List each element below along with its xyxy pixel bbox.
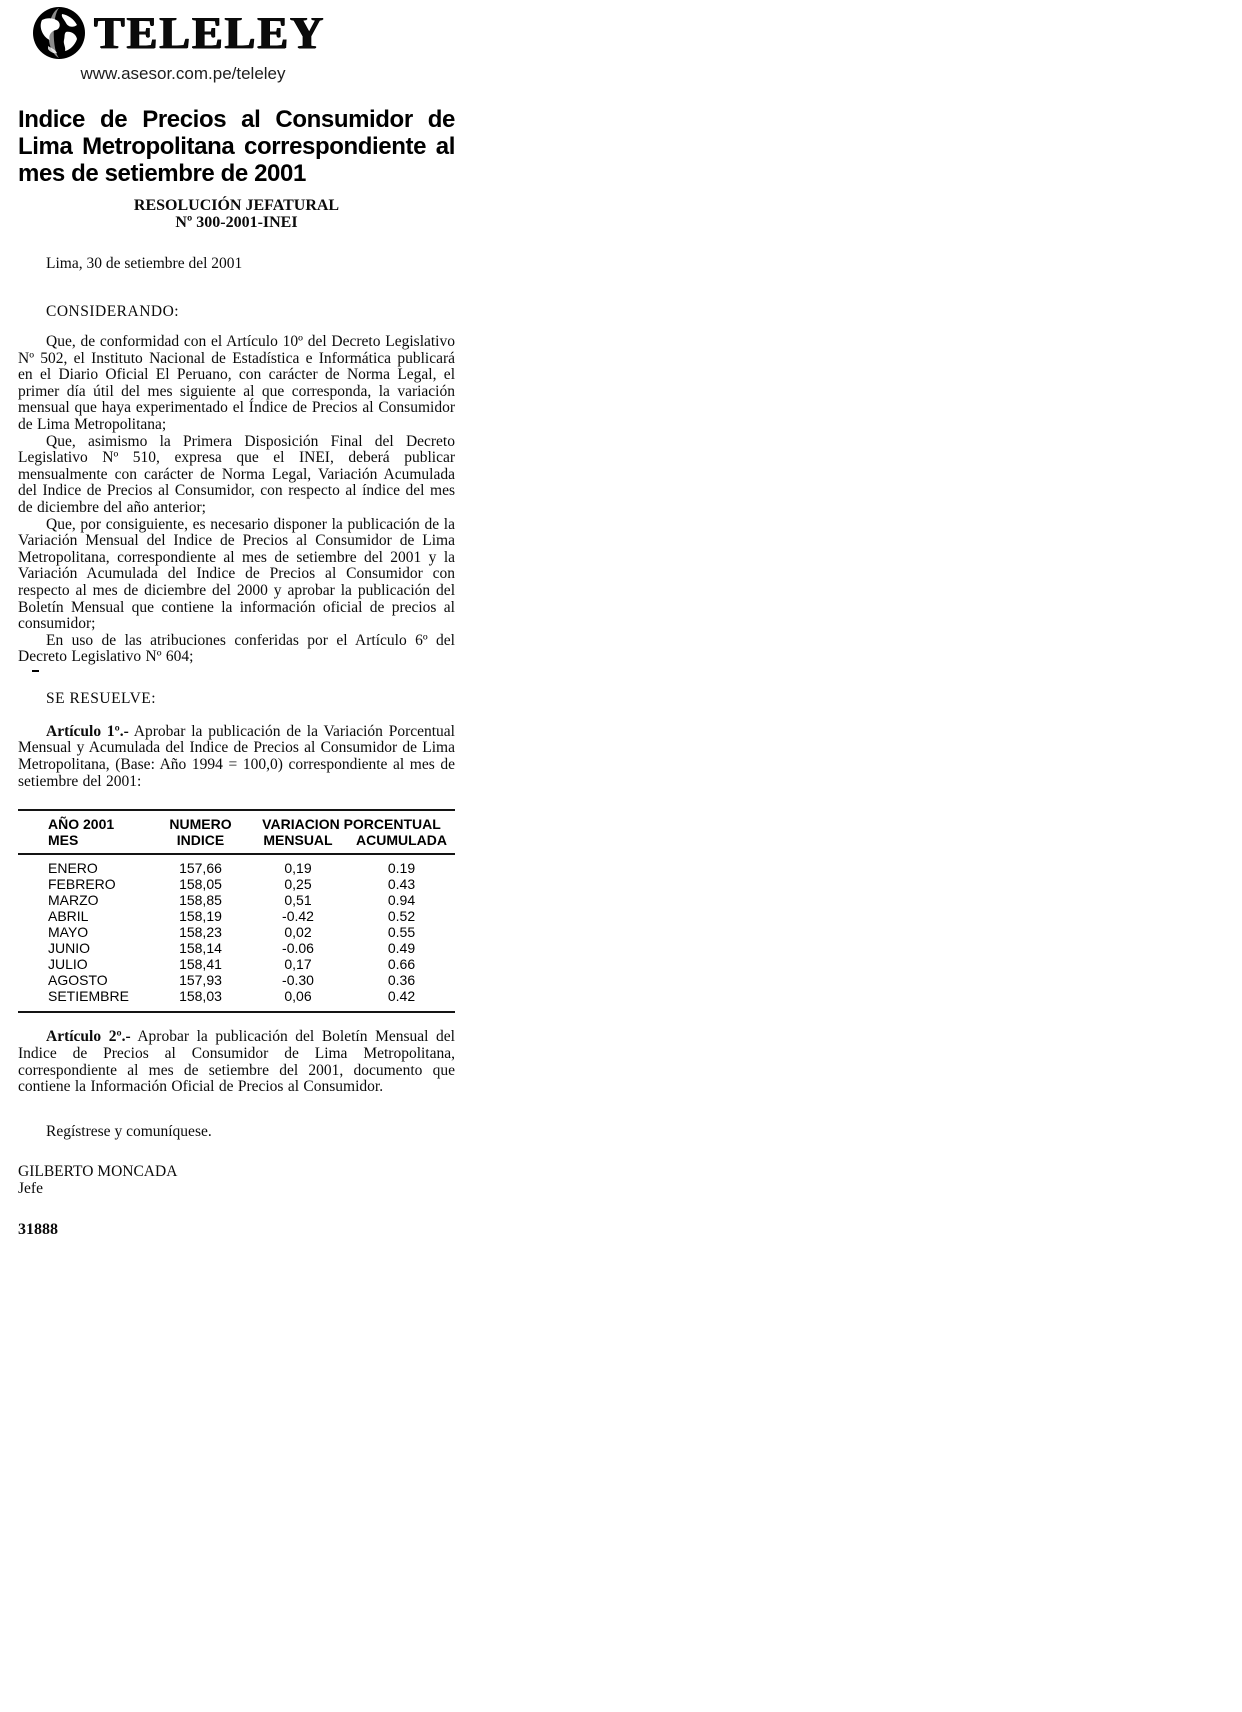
paragraph-2: Que, asimismo la Primera Disposición Final del Decreto Legislativo Nº 510, expresa que el INEI, deberá publicar mensualmente con carácter de Norma Legal, Variación Acumulada del Indice de Precios al Consumidor, con respecto al índice del mes de diciembre del año anterior; <box>18 432 455 516</box>
resolution-type: RESOLUCIÓN JEFATURAL <box>133 197 340 214</box>
table-row <box>18 941 455 957</box>
articulo-2-text: Aprobar la publicación del Boletín Mensual del Indice de Precios al Consumidor de Lima Metropolitana, correspondiente al mes de setiembre del 2001, documento que contiene la Información Oficial de Precios al Consumidor. <box>18 1028 455 1096</box>
registrese-line: Regístrese y comuníquese. <box>46 1122 212 1140</box>
table-row <box>18 989 455 1013</box>
header-indice: INDICE <box>153 833 248 855</box>
articulo-2 <box>18 1029 455 1095</box>
scan-artifact-mark <box>32 670 39 672</box>
cell-mes: SETIEMBRE <box>48 987 129 1004</box>
cell-mensual: -0.42 <box>282 907 314 924</box>
cell-acumulada: 0.42 <box>387 987 416 1004</box>
cell-indice: 158,23 <box>179 923 222 940</box>
articulo-1-label: Artículo 1º.- <box>46 722 129 740</box>
cell-indice: 158,03 <box>179 987 222 1004</box>
articulo-2-label: Artículo 2º.- <box>46 1028 131 1046</box>
table-row <box>18 909 455 925</box>
cell-mensual: 0,17 <box>284 955 312 972</box>
cell-mes: FEBRERO <box>48 876 116 893</box>
ipc-table <box>18 809 455 1013</box>
document-page <box>18 0 455 1239</box>
cell-acumulada: 0.43 <box>387 876 416 893</box>
ipc-table-header <box>18 810 455 854</box>
table-row <box>18 854 455 877</box>
cell-acumulada: 0.55 <box>387 923 416 940</box>
signer-title: Jefe <box>18 1179 43 1197</box>
document-code: 31888 <box>18 1220 58 1238</box>
resolution-heading <box>18 197 455 231</box>
signature-block <box>18 1163 455 1197</box>
website-url: www.asesor.com.pe/teleley <box>80 64 286 83</box>
cell-mes: ABRIL <box>48 907 89 924</box>
document-title <box>18 106 455 187</box>
paragraph-1: Que, de conformidad con el Artículo 10º del Decreto Legislativo Nº 502, el Instituto Nacional de Estadística e Informática publicará en el Diario Oficial El Peruano, con carácter de Norma Legal, el primer día útil del mes siguiente al que corresponda, la variación mensual que haya experimentado el Índice de Precios al Consumidor de Lima Metropolitana; <box>18 333 455 433</box>
cell-acumulada: 0.94 <box>387 892 416 909</box>
globe-icon <box>32 6 86 60</box>
header-variacion-porcentual: VARIACION PORCENTUAL <box>262 816 441 833</box>
table-row <box>18 925 455 941</box>
title-line-2: Lima Metropolitana correspondiente al <box>18 133 455 160</box>
cell-mes: MARZO <box>48 892 99 909</box>
table-row <box>18 973 455 989</box>
cell-mes: JULIO <box>48 955 88 972</box>
cell-acumulada: 0.36 <box>387 971 416 988</box>
signer-name: GILBERTO MONCADA <box>18 1162 178 1180</box>
masthead <box>32 4 455 62</box>
cell-indice: 158,41 <box>179 955 222 972</box>
cell-indice: 157,66 <box>179 860 222 877</box>
resolution-number: Nº 300-2001-INEI <box>175 214 298 231</box>
cell-acumulada: 0.66 <box>387 955 416 972</box>
table-row <box>18 893 455 909</box>
cell-mensual: 0,19 <box>284 860 312 877</box>
header-mes: MES <box>18 833 153 855</box>
cell-indice: 158,85 <box>179 892 222 909</box>
cell-indice: 158,19 <box>179 907 222 924</box>
cell-mensual: 0,06 <box>284 987 312 1004</box>
header-acumulada: ACUMULADA <box>348 833 455 855</box>
cell-mes: MAYO <box>48 923 89 940</box>
se-resuelve-label: SE RESUELVE: <box>46 689 157 707</box>
paragraph-4: En uso de las atribuciones conferidas por el Artículo 6º del Decreto Legislativo Nº 604; <box>18 631 455 666</box>
articulo-1 <box>18 724 455 790</box>
title-line-1: Indice de Precios al Consumidor de <box>18 106 455 133</box>
header-mensual: MENSUAL <box>248 833 348 855</box>
table-row <box>18 957 455 973</box>
considerando-label: CONSIDERANDO: <box>46 303 180 320</box>
dateline: Lima, 30 de setiembre del 2001 <box>46 255 243 272</box>
cell-mensual: -0.06 <box>282 939 314 956</box>
cell-mensual: -0.30 <box>282 971 314 988</box>
cell-mes: ENERO <box>48 860 98 877</box>
cell-mes: AGOSTO <box>48 971 108 988</box>
cell-acumulada: 0.52 <box>387 907 416 924</box>
cell-acumulada: 0.49 <box>387 939 416 956</box>
cell-mensual: 0,02 <box>284 923 312 940</box>
cell-mensual: 0,51 <box>284 892 312 909</box>
cell-indice: 157,93 <box>179 971 222 988</box>
header-numero: NUMERO <box>169 816 232 833</box>
title-line-3: mes de setiembre de 2001 <box>18 160 306 187</box>
paragraph-3: Que, por consiguiente, es necesario disponer la publicación de la Variación Mensual del Indice de Precios al Consumidor de Lima Metropolitana, correspondiente al mes de setiembre del 2001 y la Variación Acumulada del Indice de Precios al Consumidor con respecto al mes de diciembre del 2000 y aprobar la publicación del Boletín Mensual que contiene la información oficial de precios al consumidor; <box>18 515 455 633</box>
cell-indice: 158,14 <box>179 939 222 956</box>
cell-acumulada: 0.19 <box>387 860 416 877</box>
cell-mes: JUNIO <box>48 939 90 956</box>
articulo-1-text: Aprobar la publicación de la Variación Porcentual Mensual y Acumulada del Indice de Precios al Consumidor de Lima Metropolitana, (Base: Año 1994 = 100,0) correspondiente al mes de setiembre del 2001: <box>18 722 455 790</box>
header-ano: AÑO 2001 <box>48 816 115 833</box>
logo-wordmark: TELELEY <box>94 7 326 58</box>
cell-indice: 158,05 <box>179 876 222 893</box>
cell-mensual: 0,25 <box>284 876 312 893</box>
table-row <box>18 877 455 893</box>
